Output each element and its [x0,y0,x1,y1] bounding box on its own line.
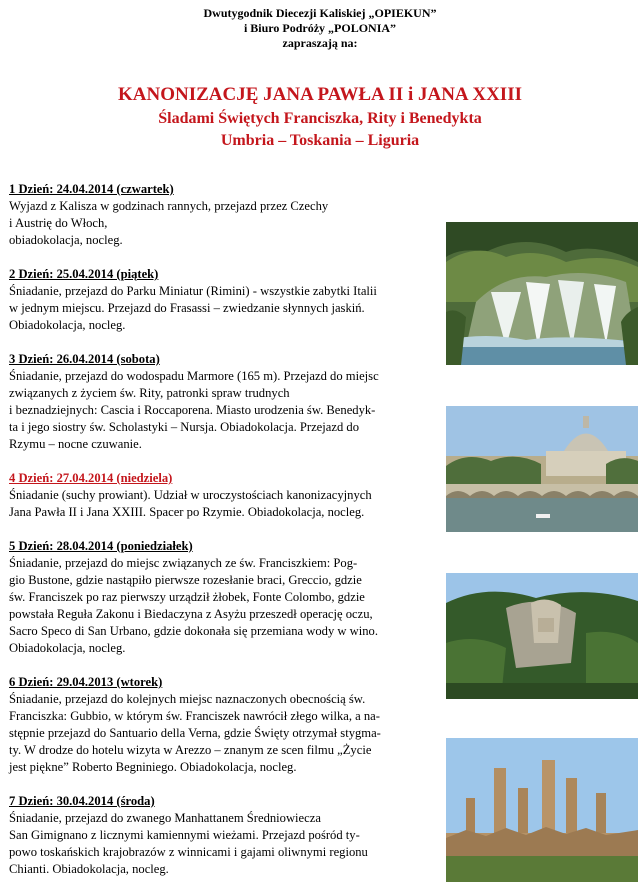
day-line: powstała Reguła Zakonu i Biedaczyna z Asyżu przeszedł operację oczu, [9,607,373,621]
day-line: San Gimignano z licznymi kamiennymi wieżami. Przejazd pośród ty- [9,828,360,842]
day-line: Jana Pawła II i Jana XXIII. Spacer po Rzymie. Obiadokolacja, nocleg. [9,505,365,519]
day-1 [9,181,441,249]
day-line: św. Franciszek po raz pierwszy urządził żłobek, Fonte Colombo, gdzie [9,590,365,604]
day-line: ty. W drodze do hotelu wizyta w Arezzo – znanym ze scen filmu „Życie [9,743,372,757]
itinerary [9,181,441,895]
subtitle-1: Śladami Świętych Franciszka, Rity i Benedykta [158,110,482,127]
day-line: stępnie przejazd do Santuario della Verna, gdzie Święty otrzymał stygma- [9,726,381,740]
day-line: Obiadokolacja, nocleg. [9,318,126,332]
day-7 [9,793,441,878]
towers-town-photo [446,738,638,882]
day-line: Rzymu – nocne czuwanie. [9,437,142,451]
day-line: i beznadziejnych: Cascia i Roccaporena. Miasto urodzenia św. Benedyk- [9,403,376,417]
day-heading: 7 Dzień: 30.04.2014 (środa) [9,794,155,808]
day-line: w jednym miejscu. Przejazd do Frasassi – zwiedzanie słynnych jaskiń. [9,301,365,315]
day-heading: 2 Dzień: 25.04.2014 (piątek) [9,267,159,281]
day-3 [9,351,441,453]
day-line: obiadokolacja, nocleg. [9,233,123,247]
day-5 [9,538,441,657]
day-line: Śniadanie (suchy prowiant). Udział w uroczystościach kanonizacyjnych [9,488,372,502]
day-4 [9,470,441,521]
day-line: ta i jego siostry św. Scholastyki – Nursja. Obiadokolacja. Przejazd do [9,420,359,434]
day-line: Obiadokolacja, nocleg. [9,641,126,655]
rome-basilica-photo [446,406,638,532]
day-line: Śniadanie, przejazd do Parku Miniatur (Rimini) - wszystkie zabytki Italii [9,284,377,298]
titles [0,82,640,152]
day-line: jest piękne” Roberto Begniniego. Obiadokolacja, nocleg. [9,760,297,774]
day-heading: 1 Dzień: 24.04.2014 (czwartek) [9,182,174,196]
header-line-3: zapraszają na: [282,36,358,50]
day-2 [9,266,441,334]
header-line-2: i Biuro Podróży „POLONIA” [243,21,397,35]
header-line-1: Dwutygodnik Diecezji Kaliskiej „OPIEKUN” [203,6,437,20]
day-line: Franciszka: Gubbio, w którym św. Franciszek nawrócił złego wilka, a na- [9,709,380,723]
day-line: Wyjazd z Kalisza w godzinach rannych, przejazd przez Czechy [9,199,329,213]
hilltop-monastery-photo [446,573,638,699]
day-line: i Austrię do Włoch, [9,216,108,230]
day-line: związanych z życiem św. Rity, patronki spraw trudnych [9,386,290,400]
waterfall-photo [446,222,638,365]
day-heading: 4 Dzień: 27.04.2014 (niedziela) [9,471,173,485]
day-line: powo toskańskich krajobrazów z winnicami i gajami oliwnymi regionu [9,845,368,859]
day-6 [9,674,441,776]
day-line: Śniadanie, przejazd do zwanego Manhattanem Średniowiecza [9,811,321,825]
page-title: KANONIZACJĘ JANA PAWŁA II i JANA XXIII [118,84,522,105]
day-line: Śniadanie, przejazd do miejsc związanych ze św. Franciszkiem: Pog- [9,556,358,570]
subtitle-2: Umbria – Toskania – Liguria [220,132,420,149]
day-line: Chianti. Obiadokolacja, nocleg. [9,862,169,876]
day-line: Śniadanie, przejazd do kolejnych miejsc naznaczonych obecnością św. [9,692,366,706]
day-heading: 6 Dzień: 29.04.2013 (wtorek) [9,675,163,689]
day-line: gio Bustone, gdzie nastąpiło pierwsze rozesłanie braci, Greccio, gdzie [9,573,362,587]
day-heading: 5 Dzień: 28.04.2014 (poniedziałek) [9,539,193,553]
header [0,6,640,51]
day-line: Sacro Speco di San Urbano, gdzie dokonała się przemiana wody w wino. [9,624,378,638]
day-heading: 3 Dzień: 26.04.2014 (sobota) [9,352,160,366]
day-line: Śniadanie, przejazd do wodospadu Marmore (165 m). Przejazd do miejsc [9,369,379,383]
